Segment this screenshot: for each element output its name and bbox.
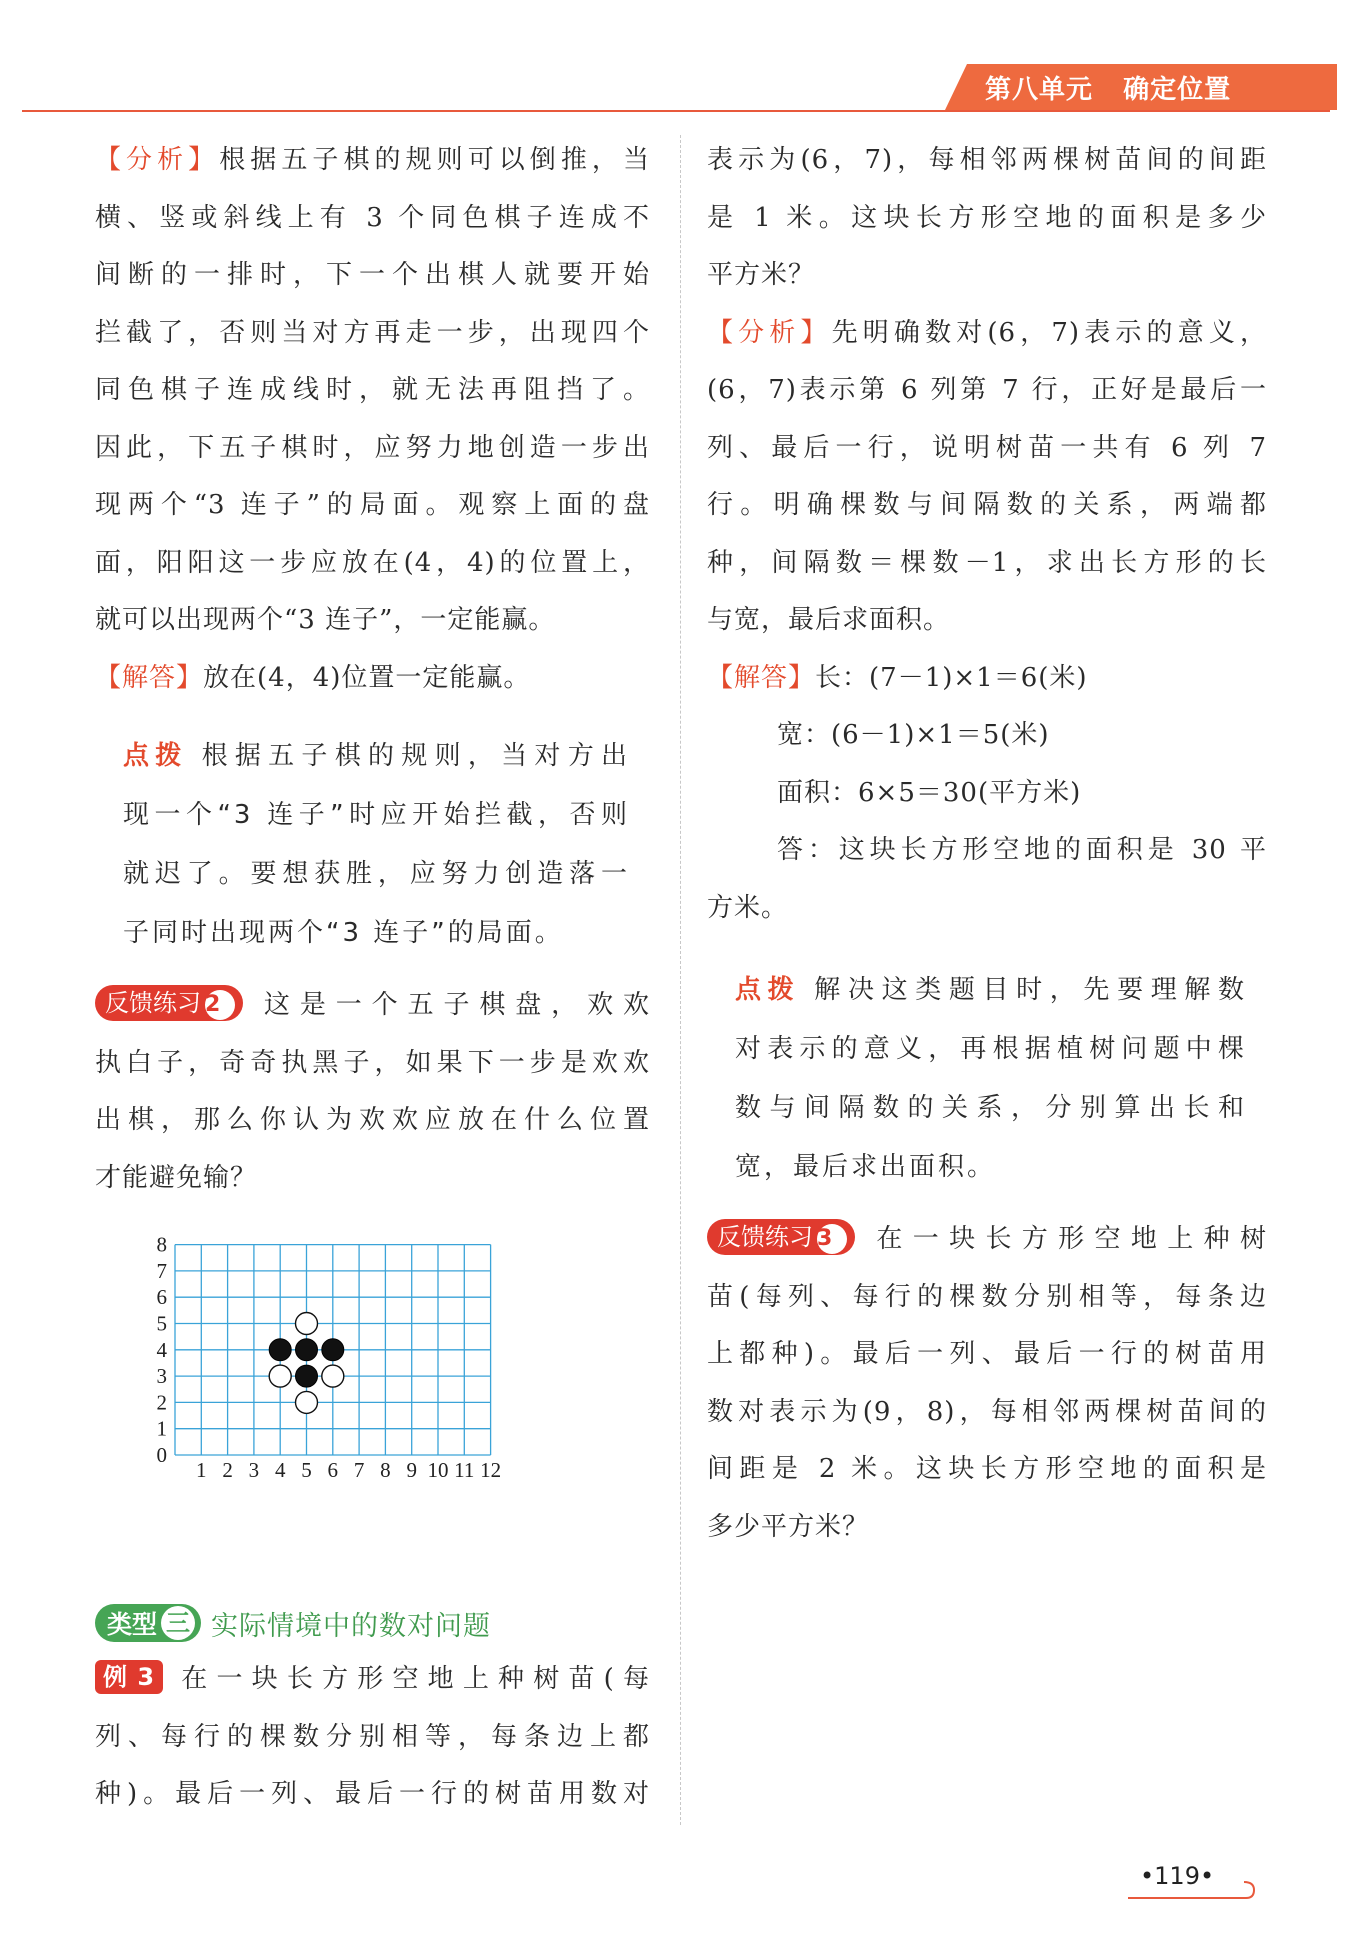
- analysis-line: 【分析】根据五子棋的规则可以倒推，当: [95, 145, 650, 175]
- practice-line: 执白子，奇奇执黑子，如果下一步是欢欢: [95, 1047, 650, 1078]
- y-tick-label: 8: [156, 1232, 167, 1257]
- type-heading: [95, 1595, 650, 1651]
- practice-line: 才能避免输？: [95, 1162, 258, 1193]
- x-tick-label: 9: [406, 1458, 417, 1482]
- answer-line: 宽：(6－1)×1＝5(米): [777, 720, 1050, 750]
- example-badge: 例 3: [95, 1660, 163, 1694]
- analysis-line: 拦截了，否则当对方再走一步，出现四个: [95, 317, 650, 348]
- practice-number: 2: [205, 990, 235, 1020]
- practice-badge: 反馈练习 3: [707, 1219, 855, 1255]
- header-topic: 确定位置: [1123, 75, 1232, 105]
- example-line: 表示为(6，7)，每相邻两棵树苗间的间距: [707, 145, 1267, 175]
- practice-line: 反馈练习 3 在一块长方形空地上种树: [707, 1211, 1267, 1269]
- tip-line: 对表示的意义，再根据植树问题中棵: [735, 1034, 1247, 1064]
- analysis-tag: 【分析】: [95, 145, 220, 175]
- right-answer: [707, 650, 1267, 938]
- column-divider: [680, 135, 681, 1825]
- practice-line: 上都种)。最后一列、最后一行的树苗用: [707, 1339, 1267, 1369]
- black-stone: [296, 1365, 318, 1387]
- white-stone: [269, 1365, 291, 1387]
- x-tick-label: 2: [222, 1458, 233, 1482]
- x-tick-label: 6: [327, 1458, 339, 1482]
- analysis-line: 行。明确棵数与间隔数的关系，两端都: [707, 490, 1267, 520]
- x-tick-label: 4: [274, 1458, 286, 1482]
- analysis-line: 与宽，最后求面积。: [707, 605, 951, 635]
- example-line: 种)。最后一列、最后一行的树苗用数对: [95, 1779, 650, 1809]
- right-analysis: [707, 305, 1267, 650]
- analysis-line: 种，间隔数＝棵数－1，求出长方形的长: [707, 547, 1267, 578]
- example-3: [95, 1651, 650, 1824]
- example-line: 是 1 米。这块长方形空地的面积是多少: [707, 202, 1267, 233]
- example-line: 平方米？: [707, 260, 816, 290]
- x-tick-label: 7: [353, 1458, 365, 1482]
- type-title: 实际情境中的数对问题: [211, 1610, 492, 1642]
- analysis-line: 横、竖或斜线上有 3 个同色棋子连成不: [95, 202, 650, 233]
- type-badge: 类型 三: [95, 1604, 201, 1642]
- practice-number: 3: [817, 1224, 847, 1254]
- header-unit: 第八单元: [985, 75, 1094, 105]
- white-stone: [322, 1365, 344, 1387]
- practice-line: 数对表示为(9，8)，每相邻两棵树苗间的: [707, 1396, 1267, 1427]
- practice-line: 间距是 2 米。这块长方形空地的面积是: [707, 1454, 1267, 1484]
- analysis-line: 面，阳阳这一步应放在(4，4)的位置上，: [95, 547, 650, 578]
- answer-line: 【解答】长：(7－1)×1＝6(米): [707, 662, 1088, 693]
- x-tick-label: 1: [196, 1458, 207, 1482]
- y-tick-label: 4: [156, 1337, 167, 1362]
- x-tick-label: 12: [480, 1458, 502, 1482]
- practice-badge: 反馈练习 2: [95, 985, 243, 1021]
- practice-2: [95, 977, 650, 1207]
- y-tick-label: 2: [156, 1390, 167, 1415]
- practice-line: 反馈练习 2 这是一个五子棋盘，欢欢: [95, 977, 650, 1035]
- gomoku-board-svg: [95, 1217, 650, 1517]
- answer-line: 面积：6×5＝30(平方米): [777, 777, 1082, 808]
- answer-tag: 【解答】: [95, 662, 204, 693]
- answer-line: 方米。: [707, 892, 789, 923]
- analysis-line: 列、最后一行，说明树苗一共有 6 列 7: [707, 432, 1267, 463]
- tip-line: 宽，最后求出面积。: [735, 1152, 997, 1182]
- black-stone: [322, 1339, 344, 1361]
- answer-line: 【解答】放在(4，4)位置一定能赢。: [95, 662, 531, 693]
- analysis-line: 同色棋子连成线时，就无法再阻挡了。: [95, 375, 650, 405]
- y-tick-label: 1: [156, 1416, 167, 1441]
- example-line: 例 3 在一块长方形空地上种树苗(每: [95, 1651, 650, 1709]
- analysis-line: 就可以出现两个“3 连子”，一定能赢。: [95, 605, 556, 635]
- answer-line: 答：这块长方形空地的面积是 30 平: [777, 835, 1267, 865]
- gomoku-board: [95, 1217, 650, 1517]
- page-number-swoosh: [1128, 1872, 1258, 1902]
- type-number: 三: [161, 1606, 195, 1640]
- x-tick-label: 11: [454, 1458, 475, 1482]
- tip-line: 就迟了。要想获胜，应努力创造落一: [123, 859, 630, 889]
- header-title: [985, 70, 1231, 110]
- x-tick-label: 3: [248, 1458, 260, 1482]
- tip-label: 点拨: [735, 975, 801, 1005]
- black-stone: [269, 1339, 291, 1361]
- y-tick-label: 3: [156, 1364, 167, 1389]
- y-tick-label: 5: [156, 1311, 167, 1336]
- x-tick-label: 5: [301, 1458, 312, 1482]
- tip-line: 现一个“3 连子”时应开始拦截，否则: [123, 800, 630, 830]
- example-line: 列、每行的棵数分别相等，每条边上都: [95, 1721, 650, 1752]
- analysis-line: 现两个“3 连子”的局面。观察上面的盘: [95, 490, 650, 520]
- practice-3: [707, 1211, 1267, 1556]
- answer-tag: 【解答】: [707, 662, 816, 693]
- x-tick-label: 10: [427, 1458, 449, 1482]
- tip-line: 子同时出现两个“3 连子”的局面。: [123, 918, 564, 948]
- tip-line: 数与间隔数的关系，分别算出长和: [735, 1093, 1247, 1123]
- practice-line: 苗(每列、每行的棵数分别相等，每条边: [707, 1281, 1267, 1312]
- right-column: [707, 132, 1267, 1556]
- white-stone: [296, 1313, 318, 1335]
- page-number: •119•: [1140, 1862, 1215, 1890]
- left-column: [95, 132, 650, 1824]
- header-rule: [22, 110, 1330, 112]
- tip-box: [95, 727, 650, 963]
- practice-line: 多少平方米？: [707, 1511, 870, 1542]
- analysis-line: (6，7)表示第 6 列第 7 行，正好是最后一: [707, 375, 1267, 405]
- y-tick-label: 7: [156, 1258, 167, 1283]
- tip-line: 点拨 根据五子棋的规则，当对方出: [123, 741, 630, 771]
- left-analysis: [95, 132, 650, 707]
- example-3-cont: [707, 132, 1267, 305]
- answer-indent: [707, 707, 1267, 880]
- analysis-line: 间断的一排时，下一个出棋人就要开始: [95, 260, 650, 290]
- black-stone: [296, 1339, 318, 1361]
- practice-line: 出棋，那么你认为欢欢应放在什么位置: [95, 1105, 650, 1135]
- tip-line: 点拨 解决这类题目时，先要理解数: [735, 975, 1247, 1005]
- analysis-line: 因此，下五子棋时，应努力地创造一步出: [95, 432, 650, 463]
- tip-label: 点拨: [123, 741, 188, 771]
- white-stone: [296, 1391, 318, 1413]
- x-tick-label: 8: [380, 1458, 391, 1482]
- tip-box: [707, 961, 1267, 1197]
- y-tick-label: 6: [156, 1285, 167, 1310]
- analysis-line: 【分析】先明确数对(6，7)表示的意义，: [707, 317, 1267, 348]
- y-tick-label: 0: [156, 1443, 167, 1467]
- analysis-tag: 【分析】: [707, 317, 832, 348]
